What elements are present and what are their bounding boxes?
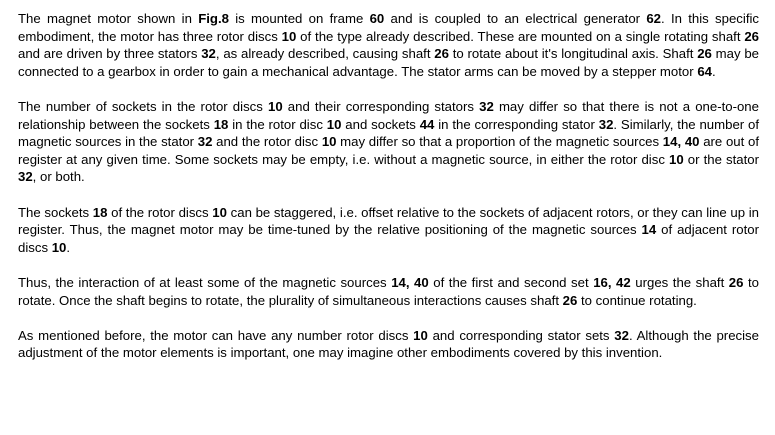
text-run: of the rotor discs — [107, 204, 213, 220]
text-run: The magnet motor shown in — [18, 11, 199, 26]
reference-numeral: 14, 40 — [662, 134, 700, 150]
reference-numeral: 32 — [18, 169, 33, 185]
paragraph-conclusion — [18, 327, 759, 362]
reference-numeral: 26 — [434, 46, 449, 62]
text-run: Thus, the interaction of at least some of the magnetic sources — [18, 274, 392, 290]
paragraph-staggered-sockets — [18, 204, 759, 257]
reference-numeral: 10 — [413, 327, 428, 343]
text-run: , or both. — [32, 169, 85, 185]
reference-numeral: 26 — [562, 292, 578, 308]
paragraph-socket-count — [18, 98, 759, 186]
reference-numeral: 14 — [641, 222, 657, 238]
text-run: may differ so that a proportion of the magnetic sources — [336, 134, 663, 150]
text-run: urges the shaft — [630, 274, 729, 290]
reference-numeral: 60 — [369, 11, 385, 26]
text-run: to continue rotating. — [577, 292, 697, 308]
text-run: and their corresponding stators — [282, 98, 480, 114]
reference-numeral: 26 — [744, 28, 760, 44]
text-run: As mentioned before, the motor can have any number rotor discs — [18, 327, 414, 343]
text-run: . Similarly, the number of magnetic sources in the stator — [18, 116, 760, 150]
text-run: The sockets — [18, 204, 93, 220]
reference-numeral: 14, 40 — [391, 274, 429, 290]
reference-numeral: 10 — [267, 98, 283, 114]
reference-numeral: 10 — [281, 28, 297, 44]
text-run: are out of register at any given time. Some sockets may be empty, i.e. without a magnetic source, in either the rotor disc — [18, 134, 759, 167]
reference-numeral: 32 — [598, 116, 614, 132]
text-run: or the stator — [683, 151, 759, 167]
text-run: is mounted on frame — [228, 11, 370, 26]
text-run: and are driven by three stators — [18, 46, 202, 62]
reference-numeral: 32 — [197, 134, 213, 150]
reference-numeral: 10 — [51, 239, 67, 255]
text-run: and sockets — [341, 116, 420, 132]
text-run: to rotate about it's longitudinal axis. Shaft — [448, 46, 698, 62]
text-run: . Although the precise adjustment of the motor elements is important, one may imagine other embodiments covered by this invention. — [18, 327, 759, 361]
reference-numeral: 26 — [728, 274, 744, 290]
reference-numeral: 32 — [201, 46, 216, 62]
reference-numeral: 10 — [669, 151, 684, 167]
text-run: of the type already described. These are mounted on a single rotating shaft — [296, 28, 745, 44]
text-run: in the corresponding stator — [434, 116, 599, 132]
reference-numeral: 62 — [646, 11, 662, 26]
text-run: may differ so that there is not a one-to-one relationship between the sockets — [18, 98, 759, 132]
text-run: and the rotor disc — [212, 134, 322, 150]
reference-numeral: 44 — [419, 116, 435, 132]
reference-numeral: 64 — [697, 63, 712, 79]
text-run: . — [66, 239, 71, 255]
text-run: The number of sockets in the rotor discs — [18, 98, 268, 114]
reference-numeral: 10 — [212, 204, 227, 220]
text-run: of adjacent rotor discs — [18, 222, 760, 255]
text-run: and is coupled to an electrical generator — [384, 11, 647, 26]
reference-numeral: 18 — [213, 116, 229, 132]
reference-numeral: 10 — [326, 116, 342, 132]
reference-numeral: 26 — [697, 46, 712, 62]
text-run: may be connected to a gearbox in order to gain a mechanical advantage. The stator arms can be moved by a stepper motor — [18, 46, 760, 79]
text-run: to rotate. Once the shaft begins to rotate, the plurality of simultaneous interactions causes shaft — [18, 274, 760, 308]
paragraph-interaction — [18, 274, 759, 309]
text-run: and corresponding stator sets — [427, 327, 615, 343]
reference-numeral: 32 — [479, 98, 494, 114]
reference-numeral: 16, 42 — [593, 274, 631, 290]
text-run: . In this specific embodiment, the motor has three rotor discs — [18, 11, 760, 44]
text-run: can be staggered, i.e. offset relative to the sockets of adjacent rotors, or they can line up in register. Thus, the magnet motor may be time-tuned by the relative positioning of the magnetic sources — [18, 204, 760, 238]
reference-numeral: 10 — [321, 134, 337, 150]
reference-numeral: Fig.8 — [198, 11, 229, 26]
text-run: of the first and second set — [428, 274, 594, 290]
reference-numeral: 32 — [614, 327, 629, 343]
text-run: . — [711, 63, 716, 79]
text-run: in the rotor disc — [228, 116, 327, 132]
paragraph-fig8-description — [18, 10, 759, 80]
reference-numeral: 18 — [92, 204, 108, 220]
text-run: , as already described, causing shaft — [215, 46, 435, 62]
